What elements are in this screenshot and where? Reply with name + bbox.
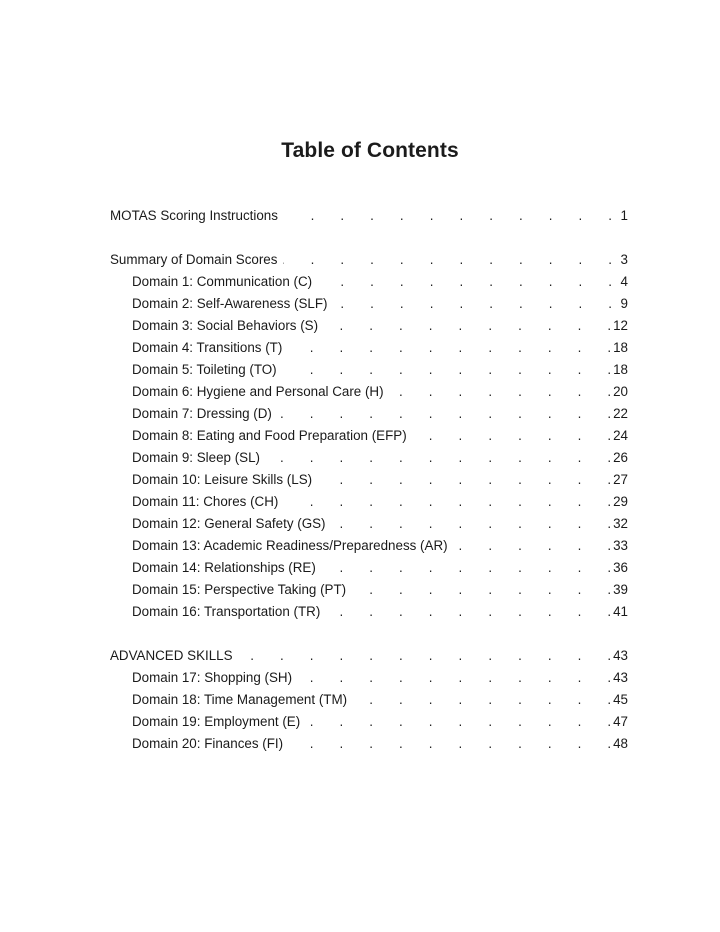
dot-leader — [266, 447, 611, 469]
dot-leader — [284, 491, 611, 513]
toc-entry-page: 43 — [613, 648, 628, 663]
toc-entry-domain-17[interactable] — [110, 667, 628, 689]
toc-entry-label: Domain 20: Finances (FI) — [132, 736, 284, 751]
toc-entry-domain-20[interactable] — [110, 733, 628, 755]
toc-entry-label: Domain 15: Perspective Taking (PT) — [132, 582, 347, 597]
toc-entry-summary-domain-scores[interactable] — [110, 249, 628, 271]
dot-leader — [324, 315, 611, 337]
toc-entry-label: Domain 18: Time Management (TM) — [132, 692, 348, 707]
toc-entry-page: 3 — [620, 252, 628, 267]
toc-entry-label: Domain 12: General Safety (GS) — [132, 516, 326, 531]
toc-entry-label: ADVANCED SKILLS — [110, 648, 233, 663]
toc-entry-domain-18[interactable] — [110, 689, 628, 711]
toc-entry-page: 20 — [613, 384, 628, 399]
toc-entry-domain-7[interactable] — [110, 403, 628, 425]
toc-entry-domain-9[interactable] — [110, 447, 628, 469]
toc-entry-domain-13[interactable] — [110, 535, 628, 557]
toc-entry-page: 41 — [613, 604, 628, 619]
toc-entry-page: 27 — [613, 472, 628, 487]
toc-entry-page: 1 — [620, 208, 628, 223]
toc-entry-page: 32 — [613, 516, 628, 531]
toc-entry-page: 43 — [613, 670, 628, 685]
toc-entry-domain-12[interactable] — [110, 513, 628, 535]
dot-leader — [284, 205, 612, 227]
toc-entry-page: 18 — [613, 362, 628, 377]
dot-leader — [289, 733, 611, 755]
dot-leader — [239, 645, 612, 667]
toc-entry-page: 9 — [620, 296, 628, 311]
toc-entry-label: Domain 4: Transitions (T) — [132, 340, 283, 355]
dot-leader — [318, 271, 612, 293]
toc-entry-domain-3[interactable] — [110, 315, 628, 337]
dot-leader — [454, 535, 612, 557]
dot-leader — [322, 557, 611, 579]
toc-entry-label: Domain 1: Communication (C) — [132, 274, 313, 289]
toc-entry-label: Domain 19: Employment (E) — [132, 714, 301, 729]
toc-entry-page: 4 — [620, 274, 628, 289]
toc-entry-label: Summary of Domain Scores — [110, 252, 278, 267]
toc-entry-page: 12 — [613, 318, 628, 333]
dot-leader — [306, 711, 611, 733]
dot-leader — [413, 425, 611, 447]
dot-leader — [318, 469, 611, 491]
toc-entry-page: 26 — [613, 450, 628, 465]
toc-entry-domain-6[interactable] — [110, 381, 628, 403]
table-of-contents — [110, 205, 628, 755]
toc-entry-label: Domain 2: Self-Awareness (SLF) — [132, 296, 328, 311]
dot-leader — [332, 513, 612, 535]
toc-entry-domain-2[interactable] — [110, 293, 628, 315]
toc-entry-domain-10[interactable] — [110, 469, 628, 491]
dot-leader — [333, 293, 612, 315]
dot-leader — [278, 403, 611, 425]
dot-leader — [352, 579, 611, 601]
dot-leader — [288, 337, 611, 359]
toc-entry-label: Domain 13: Academic Readiness/Preparedness (AR) — [132, 538, 448, 553]
dot-leader — [283, 359, 611, 381]
toc-entry-page: 36 — [613, 560, 628, 575]
toc-entry-domain-15[interactable] — [110, 579, 628, 601]
toc-entry-label: Domain 14: Relationships (RE) — [132, 560, 316, 575]
toc-entry-label: Domain 17: Shopping (SH) — [132, 670, 293, 685]
toc-entry-domain-4[interactable] — [110, 337, 628, 359]
toc-entry-label: Domain 16: Transportation (TR) — [132, 604, 321, 619]
toc-entry-domain-8[interactable] — [110, 425, 628, 447]
toc-entry-label: Domain 7: Dressing (D) — [132, 406, 272, 421]
toc-entry-page: 29 — [613, 494, 628, 509]
toc-entry-label: Domain 3: Social Behaviors (S) — [132, 318, 319, 333]
toc-entry-domain-5[interactable] — [110, 359, 628, 381]
toc-entry-label: Domain 11: Chores (CH) — [132, 494, 279, 509]
toc-entry-domain-11[interactable] — [110, 491, 628, 513]
toc-entry-page: 45 — [613, 692, 628, 707]
toc-entry-page: 47 — [613, 714, 628, 729]
toc-entry-label: Domain 10: Leisure Skills (LS) — [132, 472, 313, 487]
toc-entry-label: Domain 6: Hygiene and Personal Care (H) — [132, 384, 384, 399]
toc-entry-domain-1[interactable] — [110, 271, 628, 293]
dot-leader — [326, 601, 611, 623]
toc-entry-page: 18 — [613, 340, 628, 355]
toc-entry-page: 48 — [613, 736, 628, 751]
toc-entry-page: 22 — [613, 406, 628, 421]
dot-leader — [283, 249, 612, 271]
toc-entry-domain-19[interactable] — [110, 711, 628, 733]
toc-entry-page: 39 — [613, 582, 628, 597]
dot-leader — [390, 381, 612, 403]
toc-entry-domain-16[interactable] — [110, 601, 628, 623]
dot-leader — [298, 667, 611, 689]
dot-leader — [353, 689, 611, 711]
page-title: Table of Contents — [281, 139, 459, 162]
toc-entry-label: Domain 9: Sleep (SL) — [132, 450, 261, 465]
toc-entry-label: Domain 8: Eating and Food Preparation (EFP) — [132, 428, 407, 443]
toc-entry-label: MOTAS Scoring Instructions — [110, 208, 278, 223]
toc-entry-label: Domain 5: Toileting (TO) — [132, 362, 277, 377]
toc-entry-domain-14[interactable] — [110, 557, 628, 579]
toc-entry-page: 24 — [613, 428, 628, 443]
toc-entry-scoring-instructions[interactable] — [110, 205, 628, 227]
toc-entry-advanced-skills[interactable] — [110, 645, 628, 667]
toc-entry-page: 33 — [613, 538, 628, 553]
